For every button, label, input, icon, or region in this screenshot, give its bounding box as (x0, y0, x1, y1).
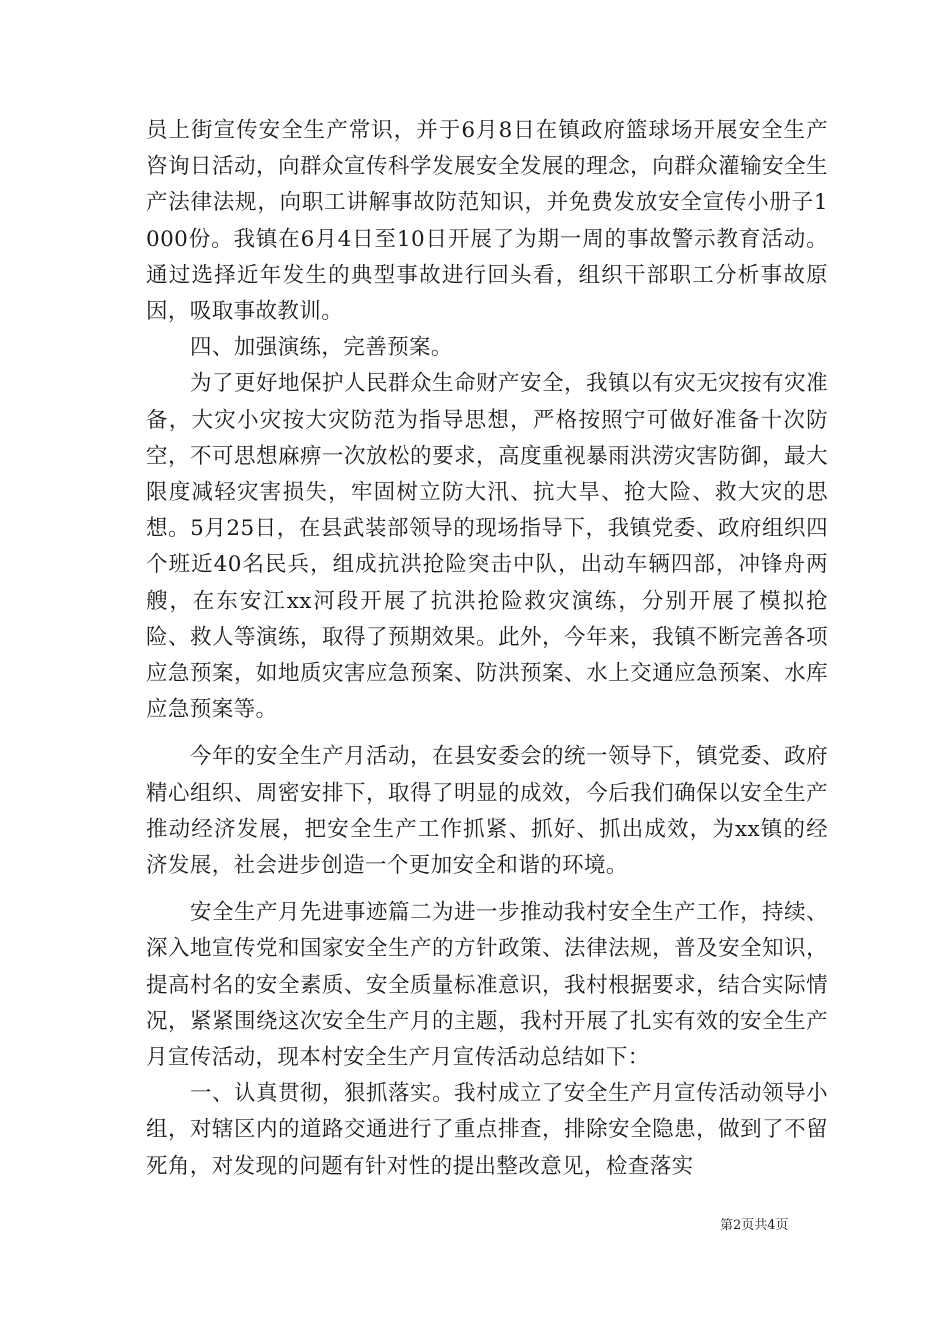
page-number: 第2页共4页 (720, 1218, 789, 1233)
document-body (146, 113, 828, 1185)
section-heading-drill: 四、加强演练，完善预案。 (190, 335, 453, 361)
paragraph-drill-details: 为了更好地保护人民群众生命财产安全，我镇以有灾无灾按有灾准备，大灾小灾按大灾防范为指导思想，严格按照宁可做好准备十次防空，不可思想麻痹一次放松的要求，高度重视暴雨洪涝灾害防御，最大限度减轻灾害损失，牢固树立防大汛、抗大旱、抢大险、救大灾的思想。5月25日，在县武装部领导的现场指导下，我镇党委、政府组织四个班近40名民兵，组成抗洪抢险突击中队，出动车辆四部，冲锋舟两艘，在东安江xx河段开展了抗洪抢险救灾演练，分别开展了模拟抢险、救人等演练，取得了预期效果。此外，今年来，我镇不断完善各项应急预案，如地质灾害应急预案、防洪预案、水上交通应急预案、水库应急预案等。 (146, 371, 828, 723)
paragraph-implementation: 一、认真贯彻，狠抓落实。我村成立了安全生产月宣传活动领导小组，对辖区内的道路交通进行了重点排查，排除安全隐患，做到了不留死角，对发现的问题有针对性的提出整改意见，检查落实 (146, 1081, 828, 1179)
paragraph-summary: 今年的安全生产月活动，在县安委会的统一领导下，镇党委、政府精心组织、周密安排下，取得了明显的成效，今后我们确保以安全生产推动经济发展，把安全生产工作抓紧、抓好、抓出成效，为xx镇的经济发展，社会进步创造一个更加安全和谐的环境。 (146, 744, 828, 879)
paragraph-continuation: 员上街宣传安全生产常识，并于6月8日在镇政府篮球场开展安全生产咨询日活动，向群众宣传科学发展安全发展的理念，向群众灌输安全生产法律法规，向职工讲解事故防范知识，并免费发放安全宣传小册子1000份。我镇在6月4日至10日开展了为期一周的事故警示教育活动。通过选择近年发生的典型事故进行回头看，组织干部职工分析事故原因，吸取事故教训。 (146, 118, 828, 325)
paragraph-article-two-intro: 安全生产月先进事迹篇二为进一步推动我村安全生产工作，持续、深入地宣传党和国家安全生产的方针政策、法律法规，普及安全知识，提高村名的安全素质、安全质量标准意识，我村根据要求，结合实际情况，紧紧围绕这次安全生产月的主题，我村开展了扎实有效的安全生产月宣传活动，现本村安全生产月宣传活动总结如下： (146, 900, 828, 1071)
